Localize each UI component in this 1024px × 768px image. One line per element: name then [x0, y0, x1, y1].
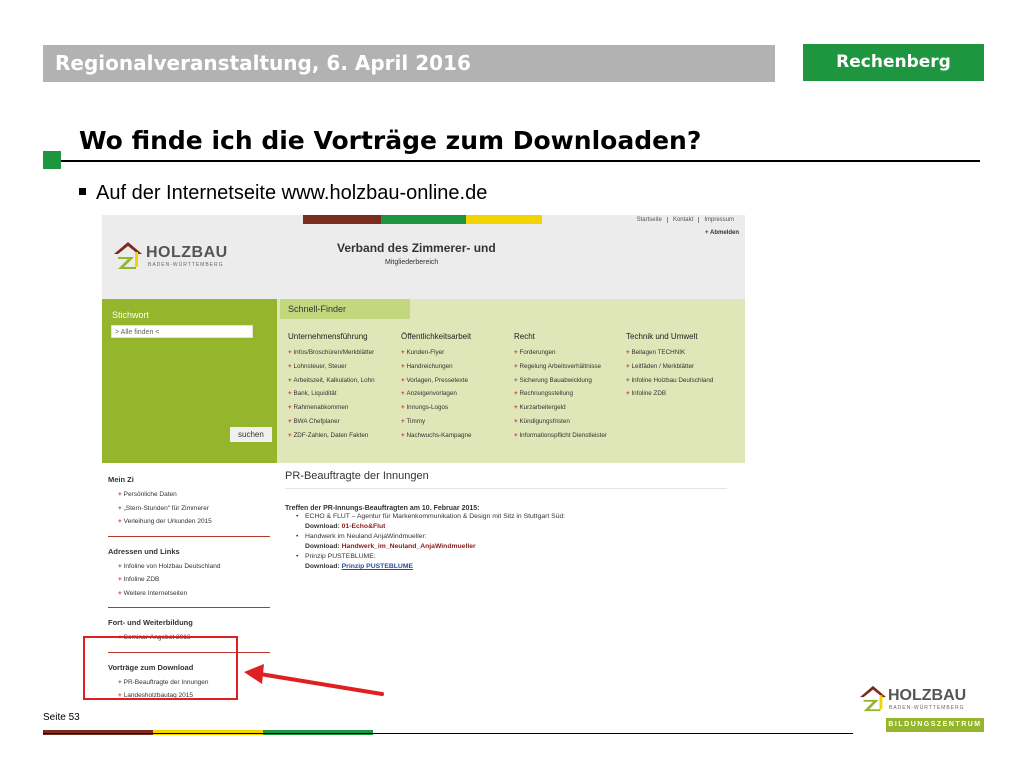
- column-heading: Technik und Umwelt: [626, 332, 698, 341]
- search-input[interactable]: > Alle finden <: [111, 325, 253, 338]
- finder-link[interactable]: + Sicherung Bauabwicklung: [514, 374, 632, 388]
- column-heading: Recht: [514, 332, 535, 341]
- finder-link[interactable]: + Infos/Broschüren/Merkblätter: [288, 346, 406, 360]
- nav-section-title: Mein Zi: [108, 475, 134, 484]
- nav-section-title: Adressen und Links: [108, 546, 180, 556]
- finder-link[interactable]: + Bank, Liquidität: [288, 387, 406, 401]
- holzbau-logo-icon: [858, 684, 888, 712]
- nav-section-title: Fort- und Weiterbildung: [108, 618, 193, 627]
- bullet-text: Auf der Internetseite www.holzbau-online.de: [96, 182, 488, 204]
- site-subheading: Mitgliederbereich: [385, 259, 439, 266]
- website-screenshot: [102, 215, 745, 707]
- nav-link[interactable]: + Seminar-Angebot 2016: [108, 631, 270, 645]
- logout-link[interactable]: + Abmelden: [705, 230, 739, 236]
- finder-column: [401, 332, 519, 443]
- download-entry: • ECHO & FLUT – Agentur für Markenkommunikation & Design mit Sitz in Stuttgart Süd:: [305, 512, 727, 522]
- finder-link[interactable]: + Kurzarbeitergeld: [514, 401, 632, 415]
- holzbau-logo-icon: [112, 240, 144, 270]
- finder-link[interactable]: + Forderungen: [514, 346, 632, 360]
- download-entry: • Handwerk im Neuland AnjaWindmueller:: [305, 532, 727, 542]
- download-row: [305, 522, 727, 532]
- finder-column: [626, 332, 744, 401]
- event-title-bar: Regionalveranstaltung, 6. April 2016: [43, 45, 775, 82]
- slide-title: Wo finde ich die Vorträge zum Downloaden?: [79, 126, 702, 155]
- location-badge: Rechenberg: [803, 44, 984, 81]
- finder-link[interactable]: + Kündigungsfristen: [514, 415, 632, 429]
- nav-link[interactable]: + Weitere Internetseiten: [108, 587, 270, 601]
- site-top-links: [632, 217, 739, 223]
- download-label: Download:: [305, 563, 340, 570]
- logo-subtext: BADEN-WÜRTTEMBERG: [148, 262, 224, 268]
- nav-divider: [108, 607, 270, 608]
- top-link-kontakt[interactable]: Kontakt: [668, 217, 699, 223]
- finder-link[interactable]: + Informationspflicht Dienstleister: [514, 429, 632, 443]
- download-link[interactable]: Prinzip PUSTEBLUME: [341, 563, 414, 570]
- nav-section-title: Vorträge zum Download: [108, 662, 194, 672]
- finder-link[interactable]: + Beilagen TECHNIK: [626, 346, 744, 360]
- finder-link[interactable]: + Timmy: [401, 415, 519, 429]
- title-marker: [43, 151, 61, 169]
- finder-link[interactable]: + Arbeitszeit, Kalkulation, Lohn: [288, 374, 406, 388]
- nav-link[interactable]: + Landesholzbautag 2015: [108, 689, 270, 703]
- nav-link[interactable]: + Verleihung der Urkunden 2015: [108, 515, 270, 529]
- title-rule: [61, 160, 980, 162]
- finder-link[interactable]: + Infoline Holzbau Deutschland: [626, 374, 744, 388]
- stichwort-label: Stichwort: [112, 310, 150, 320]
- finder-link[interactable]: + Leitfäden / Merkblätter: [626, 360, 744, 374]
- content-area: [285, 470, 727, 572]
- footer-rule: [43, 733, 853, 734]
- finder-link[interactable]: + Lohnsteuer, Steuer: [288, 360, 406, 374]
- finder-link[interactable]: + Handreichungen: [401, 360, 519, 374]
- nav-link[interactable]: + PR-Beauftragte der Innungen: [108, 676, 270, 690]
- nav-link[interactable]: + Persönliche Daten: [108, 488, 270, 502]
- finder-link[interactable]: + Nachwuchs-Kampagne: [401, 429, 519, 443]
- download-entry: • Prinzip PUSTEBLUME:: [305, 552, 727, 562]
- download-row: [305, 542, 727, 552]
- download-link[interactable]: 01-Echo&Flut: [341, 523, 386, 530]
- meeting-heading: Treffen der PR-Innungs-Beauftragten am 10. Februar 2015:: [285, 505, 480, 512]
- tab-schnell-finder[interactable]: Schnell-Finder: [280, 299, 410, 319]
- color-stripe-yellow: [466, 215, 542, 224]
- red-arrow-icon: [240, 660, 390, 700]
- finder-column: [288, 332, 406, 443]
- bildungszentrum-badge: BILDUNGSZENTRUM: [886, 718, 984, 732]
- finder-link[interactable]: + BWA Chefplaner: [288, 415, 406, 429]
- content-title: PR-Beauftragte der Innungen: [285, 470, 727, 489]
- column-heading: Unternehmensführung: [288, 332, 368, 341]
- site-heading: Verband des Zimmerer- und: [337, 241, 496, 255]
- search-button[interactable]: suchen: [227, 427, 272, 442]
- page-number: Seite 53: [43, 712, 80, 723]
- highlight-box: [83, 636, 238, 700]
- download-label: Download:: [305, 543, 340, 550]
- top-link-startseite[interactable]: Startseite: [632, 217, 668, 223]
- nav-divider: [108, 536, 270, 537]
- top-link-impressum[interactable]: Impressum: [704, 217, 734, 223]
- finder-link[interactable]: + ZDF-Zahlen, Daten Fakten: [288, 429, 406, 443]
- color-stripe-green: [381, 215, 466, 224]
- nav-link[interactable]: + Infoline ZDB: [108, 573, 270, 587]
- finder-link[interactable]: + Regelung Arbeitsverhältnisse: [514, 360, 632, 374]
- bullet-point: [79, 180, 487, 206]
- color-stripe-brown: [303, 215, 381, 224]
- finder-link[interactable]: + Vorlagen, Pressetexte: [401, 374, 519, 388]
- column-heading: Öffentlichkeitsarbeit: [401, 332, 472, 341]
- finder-link[interactable]: + Kunden-Flyer: [401, 346, 519, 360]
- finder-link[interactable]: + Rechnungsstellung: [514, 387, 632, 401]
- finder-link[interactable]: + Rahmenabkommen: [288, 401, 406, 415]
- footer-logo-text: HOLZBAU: [888, 687, 967, 704]
- nav-link[interactable]: + Infoline von Holzbau Deutschland: [108, 560, 270, 574]
- footer-logo-subtext: BADEN-WÜRTTEMBERG: [889, 705, 965, 711]
- finder-link[interactable]: + Anzeigenvorlagen: [401, 387, 519, 401]
- finder-column: [514, 332, 632, 443]
- bullet-square-icon: [79, 188, 86, 195]
- finder-link[interactable]: + Innungs-Logos: [401, 401, 519, 415]
- download-label: Download:: [305, 523, 340, 530]
- logo-text: HOLZBAU: [146, 244, 228, 261]
- finder-link[interactable]: + Infoline ZDB: [626, 387, 744, 401]
- download-link[interactable]: Handwerk_im_Neuland_AnjaWindmueller: [341, 543, 476, 550]
- download-row: [305, 562, 727, 572]
- nav-link[interactable]: + „Stern-Stunden" für Zimmerer: [108, 502, 270, 516]
